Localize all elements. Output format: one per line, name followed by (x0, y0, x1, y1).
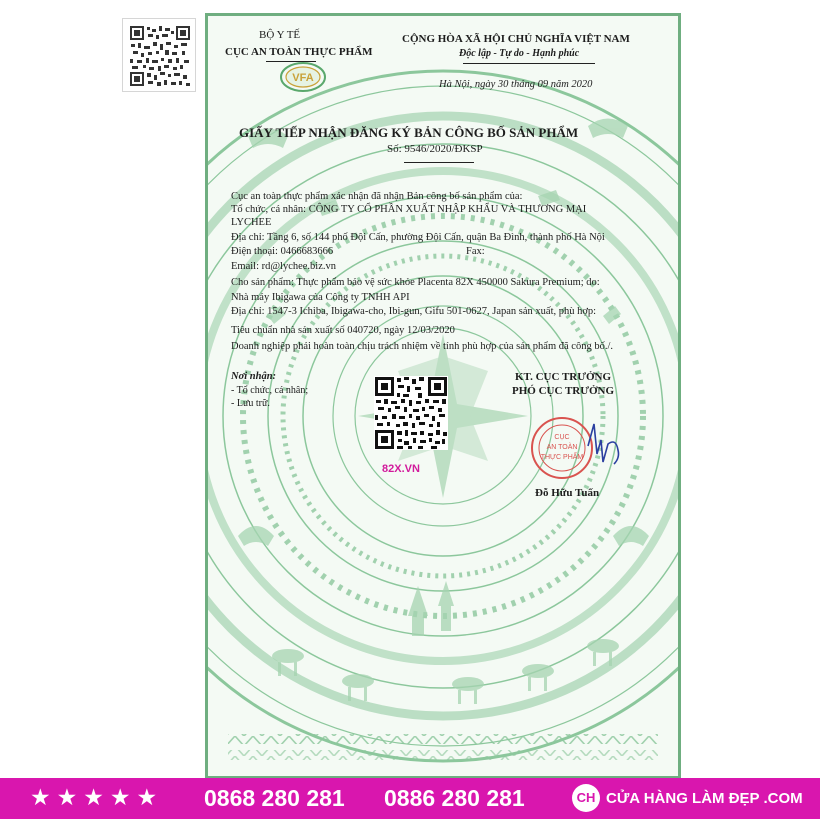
vfa-logo-icon (278, 60, 328, 94)
signer-name: Đỗ Hữu Tuấn (535, 487, 600, 499)
promo-footer-bar (0, 778, 820, 819)
ministry-name: BỘ Y TẾ (259, 29, 301, 41)
fax-label: Fax: (466, 246, 485, 257)
shop-logo-icon[interactable]: CH (572, 784, 600, 812)
document-number: Số: 9546/2020/ĐKSP (387, 143, 483, 155)
title-underline (404, 162, 474, 163)
recipient-item: - Tổ chức, cá nhân; (231, 385, 309, 396)
issue-date: Hà Nội, ngày 30 tháng 09 năm 2020 (439, 79, 593, 90)
responsibility-line: Doanh nghiệp phải hoàn toàn chịu trách nhiệm về tính phù hợp của sản phẩm đã công bố./. (231, 341, 613, 352)
hotline-phone-2[interactable]: 0886 280 281 (384, 785, 525, 811)
recipient-item: - Lưu trữ. (231, 398, 270, 409)
rating-stars-icon: ★★★★★ (30, 785, 164, 811)
standard-line: Tiêu chuẩn nhà sản xuất số 040720, ngày 12/03/2020 (231, 325, 455, 336)
agency-name: CỤC AN TOÀN THỰC PHẨM (225, 46, 373, 58)
organization-line: Tổ chức, cá nhân: CÔNG TY CỔ PHẦN XUẤT NHẬP KHẨU VÀ THƯƠNG MẠI (231, 204, 587, 215)
stamp-line-1: CỤC (554, 434, 570, 441)
product-line: Cho sản phẩm: Thực phẩm bảo vệ sức khỏe Placenta 82X 450000 Sakura Premium; do: (231, 277, 600, 288)
manufacturer-line: Nhà máy Ibigawa của Công ty TNHH API (231, 292, 410, 303)
signature-title-2: PHÓ CỤC TRƯỞNG (512, 385, 615, 397)
document-title: GIẤY TIẾP NHẬN ĐĂNG KÝ BẢN CÔNG BỐ SẢN PHẨM (239, 125, 579, 140)
shop-name-link[interactable]: CỬA HÀNG LÀM ĐẸP .COM (606, 790, 803, 807)
stamp-line-3: THỰC PHẨM (540, 454, 584, 461)
email-line: Email: rd@lychee.biz.vn (231, 261, 337, 272)
body-intro: Cục an toàn thực phẩm xác nhận đã nhận Bản công bố sản phẩm của: (231, 191, 523, 202)
phone-line: Điện thoại: 0466683666 (231, 246, 334, 257)
thumbnail-qr-icon (129, 25, 191, 87)
official-stamp-icon (526, 408, 636, 488)
motto-underline (463, 63, 595, 64)
organization-line-cont: LYCHEE (231, 217, 272, 228)
manufacturer-address: Địa chỉ: 1547-3 Ichiba, Ibigawa-cho, Ibi-gun, Gifu 501-0627, Japan sản xuất, phù hợp: (231, 306, 597, 317)
stamp-line-2: AN TOÀN (546, 444, 578, 451)
hotline-phone-1[interactable]: 0868 280 281 (204, 785, 345, 811)
organization-address: Địa chỉ: Tầng 6, số 144 phố Đội Cấn, phường Đội Cấn, quận Ba Đình, thành phố Hà Nội (231, 232, 605, 243)
national-motto: Độc lập - Tự do - Hạnh phúc (459, 48, 580, 59)
thumbnail-qr-image[interactable] (122, 18, 196, 92)
vfa-logo-text: VFA (292, 72, 314, 84)
watermark-brand: 82X.VN (382, 463, 420, 475)
verification-qr-icon[interactable] (374, 376, 448, 450)
signature-title-1: KT. CỤC TRƯỞNG (515, 371, 612, 383)
certificate-document (205, 13, 681, 779)
republic-name: CỘNG HÒA XÃ HỘI CHỦ NGHĨA VIỆT NAM (402, 33, 630, 45)
recipients-title: Nơi nhận: (231, 371, 277, 382)
